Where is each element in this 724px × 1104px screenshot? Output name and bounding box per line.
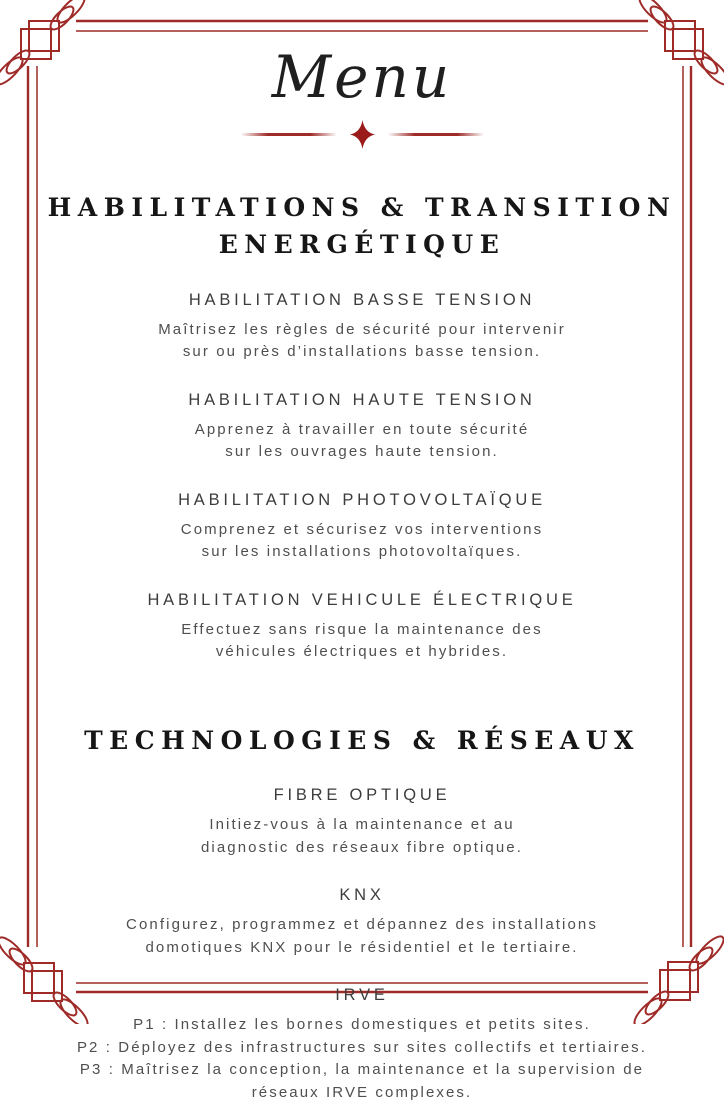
description-line: Comprenez et sécurisez vos interventions [180,520,544,538]
description-line: Effectuez sans risque la maintenance des [181,620,543,638]
description-line: P1 : Installez les bornes domestiques et petits sites. [133,1016,591,1034]
description-line: diagnostic des réseaux fibre optique. [200,838,524,856]
item-description [38,419,686,464]
divider-rule-left [241,133,337,136]
description-line: P2 : Déployez des infrastructures sur sites collectifs et tertiaires. [76,1038,648,1056]
divider-rule-right [388,133,484,136]
item-description [38,619,686,664]
page-title: Menu [271,43,453,111]
description-line: réseaux IRVE complexes. [251,1083,473,1101]
description-line: P3 : Maîtrisez la conception, la maintenance et la supervision de [79,1061,645,1079]
item-title: HABILITATION BASSE TENSION [188,290,536,309]
menu-item-fibre-optique [38,786,686,859]
item-description [38,519,686,564]
section-title [38,722,686,760]
description-line: véhicules électriques et hybrides. [215,643,509,661]
menu-item-knx [38,886,686,959]
section-habilitations [38,189,686,664]
description-line: Maîtrisez les règles de sécurité pour intervenir [158,320,566,338]
menu-item-irve [38,986,686,1104]
item-description [38,1014,686,1104]
section-title-line: ENERGÉTIQUE [218,230,506,260]
description-line: sur les ouvrages haute tension. [225,443,499,461]
section-title-line: HABILITATIONS & TRANSITION [47,192,677,222]
section-title [38,189,686,264]
description-line: Initiez-vous à la maintenance et au [209,816,515,834]
menu-item-photovoltaique [38,491,686,564]
item-title: HABILITATION VEHICULE ÉLECTRIQUE [147,590,577,609]
menu-item-vehicule-electrique [38,591,686,664]
item-description [38,319,686,364]
description-line: domotiques KNX pour le résidentiel et le tertiaire. [145,938,579,956]
item-title: HABILITATION HAUTE TENSION [188,390,536,409]
menu-item-basse-tension [38,291,686,364]
item-title: IRVE [335,986,389,1005]
item-description [38,914,686,959]
section-technologies-reseaux [38,722,686,1104]
title-divider [38,120,686,149]
item-title: KNX [339,886,385,905]
description-line: Configurez, programmez et dépannez des installations [126,916,598,934]
description-line: Apprenez à travailler en toute sécurité [194,420,530,438]
item-description [38,814,686,859]
section-title-line: TECHNOLOGIES & RÉSEAUX [84,725,640,755]
diamond-star-icon [350,120,375,149]
item-title: HABILITATION PHOTOVOLTAÏQUE [178,490,546,509]
description-line: sur les installations photovoltaïques. [201,543,523,561]
description-line: sur ou près d’installations basse tension. [182,343,542,361]
item-title: FIBRE OPTIQUE [273,786,451,805]
menu-item-haute-tension [38,391,686,464]
